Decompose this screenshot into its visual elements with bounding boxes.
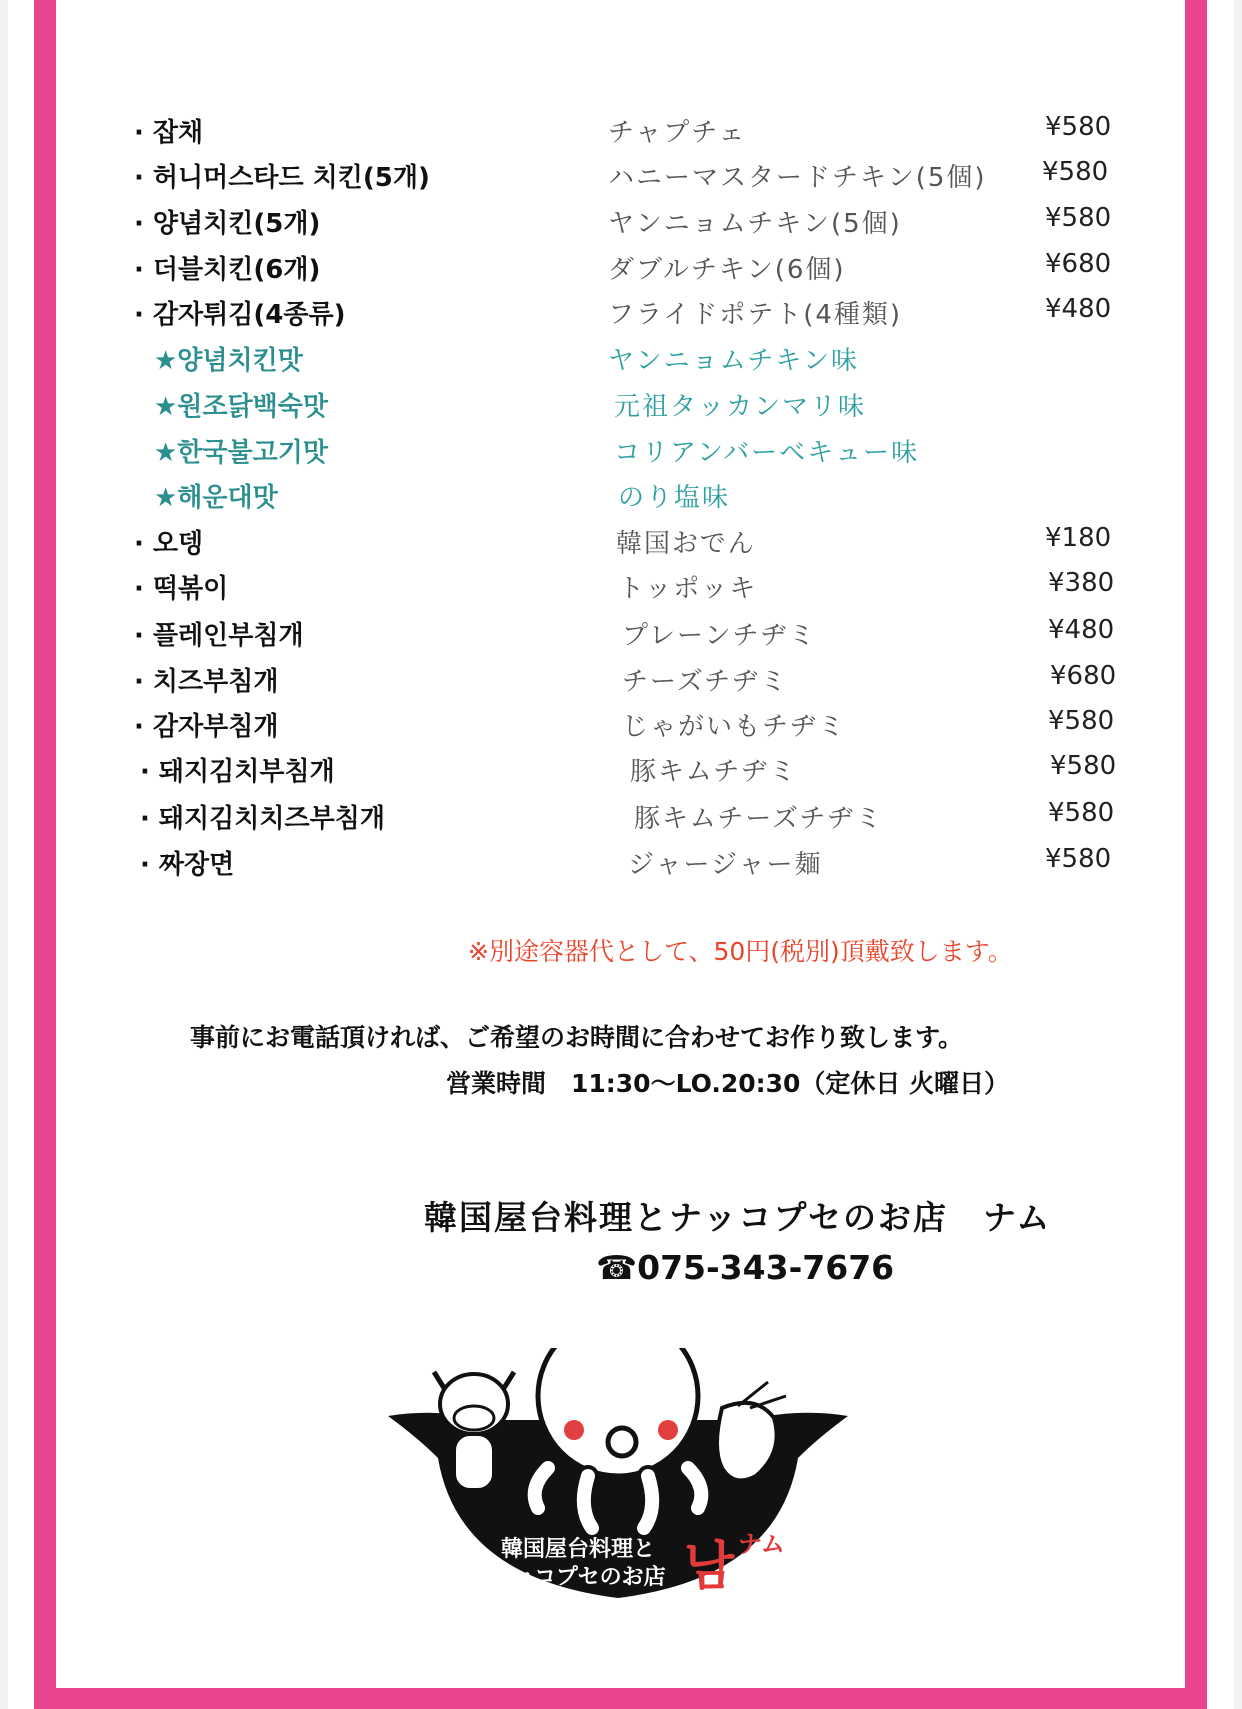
item-price: ¥580 xyxy=(1050,751,1117,781)
container-fee-note: ※別途容器代として、50円(税別)頂戴致します。 xyxy=(468,937,1013,966)
flavor-item xyxy=(0,477,1242,517)
item-price: ¥580 xyxy=(1045,844,1112,874)
menu-item xyxy=(0,203,1242,243)
item-korean: · 더블치킨(6개) xyxy=(134,255,321,285)
item-korean: · 잡채 xyxy=(134,118,204,148)
flavor-japanese: ヤンニョムチキン味 xyxy=(608,346,859,376)
menu-item xyxy=(0,112,1242,152)
item-korean: · 치즈부침개 xyxy=(134,667,279,697)
flavor-item xyxy=(0,386,1242,426)
flavor-item xyxy=(0,340,1242,380)
menu-item xyxy=(0,615,1242,655)
menu-item xyxy=(0,661,1242,701)
business-hours: 営業時間 11:30〜LO.20:30（定休日 火曜日） xyxy=(446,1069,1010,1098)
item-japanese: 韓国おでん xyxy=(616,529,756,559)
item-japanese: 豚キムチヂミ xyxy=(630,757,798,787)
flavor-japanese: 元祖タッカンマリ味 xyxy=(614,392,867,422)
flavor-korean: ★원조닭백숙맛 xyxy=(154,392,329,422)
item-korean: · 허니머스타드 치킨(5개) xyxy=(134,163,430,193)
menu-item xyxy=(0,844,1242,884)
item-price: ¥580 xyxy=(1045,203,1112,233)
item-korean: · 감자튀김(4종류) xyxy=(134,300,346,330)
flavor-japanese: のり塩味 xyxy=(618,483,731,513)
item-japanese: じゃがいもチヂミ xyxy=(622,712,847,742)
flavor-item xyxy=(0,432,1242,472)
shop-name: 韓国屋台料理とナッコプセのお店 ナム xyxy=(424,1198,1052,1237)
item-price: ¥180 xyxy=(1045,523,1112,553)
flavor-korean: ★양념치킨맛 xyxy=(154,346,303,376)
menu-item xyxy=(0,294,1242,334)
item-japanese: フライドポテト(4種類) xyxy=(608,300,903,330)
menu-item xyxy=(0,523,1242,563)
phone-number: ☎075-343-7676 xyxy=(596,1248,895,1287)
menu-item xyxy=(0,249,1242,289)
menu-item xyxy=(0,798,1242,838)
item-japanese: 豚キムチーズチヂミ xyxy=(634,804,884,834)
item-korean: · 양념치킨(5개) xyxy=(134,209,321,239)
item-japanese: プレーンチヂミ xyxy=(622,621,817,651)
logo-kana: ナム xyxy=(738,1530,785,1558)
menu-item xyxy=(0,751,1242,791)
item-price: ¥380 xyxy=(1048,568,1115,598)
item-japanese: チャプチェ xyxy=(608,118,747,148)
menu-item xyxy=(0,706,1242,746)
logo-text-line1: 韓国屋台料理と xyxy=(500,1537,656,1562)
item-japanese: ジャージャー麺 xyxy=(628,850,823,880)
item-korean: · 감자부침개 xyxy=(134,712,279,742)
item-japanese: ハニーマスタードチキン(5個) xyxy=(608,163,987,193)
advance-order-text: 事前にお電話頂ければ、ご希望のお時間に合わせてお作り致します。 xyxy=(190,1023,964,1052)
flavor-korean: ★한국불고기맛 xyxy=(154,438,329,468)
item-korean: · 돼지김치부침개 xyxy=(140,757,335,787)
item-korean: · 오뎅 xyxy=(134,529,204,559)
item-price: ¥580 xyxy=(1042,157,1109,187)
item-korean: · 플레인부침개 xyxy=(134,621,304,651)
item-korean: · 떡볶이 xyxy=(134,574,229,604)
item-korean: · 짜장면 xyxy=(140,850,235,880)
item-japanese: ヤンニョムチキン(5個) xyxy=(608,209,902,239)
item-japanese: チーズチヂミ xyxy=(622,667,789,697)
item-price: ¥580 xyxy=(1048,706,1115,736)
item-price: ¥480 xyxy=(1045,294,1112,324)
item-japanese: トッポッキ xyxy=(618,574,758,604)
logo-text-line2: ナッコプセのお店 xyxy=(490,1565,666,1590)
item-price: ¥480 xyxy=(1048,615,1115,645)
menu-item xyxy=(0,157,1242,197)
flavor-japanese: コリアンバーベキュー味 xyxy=(614,438,920,468)
menu-item xyxy=(0,568,1242,608)
logo-hangul: 남 xyxy=(684,1537,735,1597)
item-price: ¥680 xyxy=(1050,661,1117,691)
item-japanese: ダブルチキン(6個) xyxy=(608,255,846,285)
item-price: ¥580 xyxy=(1045,112,1112,142)
pink-frame-bottom xyxy=(34,1688,1207,1709)
item-korean: · 돼지김치치즈부침개 xyxy=(140,804,385,834)
shop-logo xyxy=(378,1348,858,1638)
flavor-korean: ★해운대맛 xyxy=(154,483,278,513)
item-price: ¥580 xyxy=(1048,798,1115,828)
item-price: ¥680 xyxy=(1045,249,1112,279)
